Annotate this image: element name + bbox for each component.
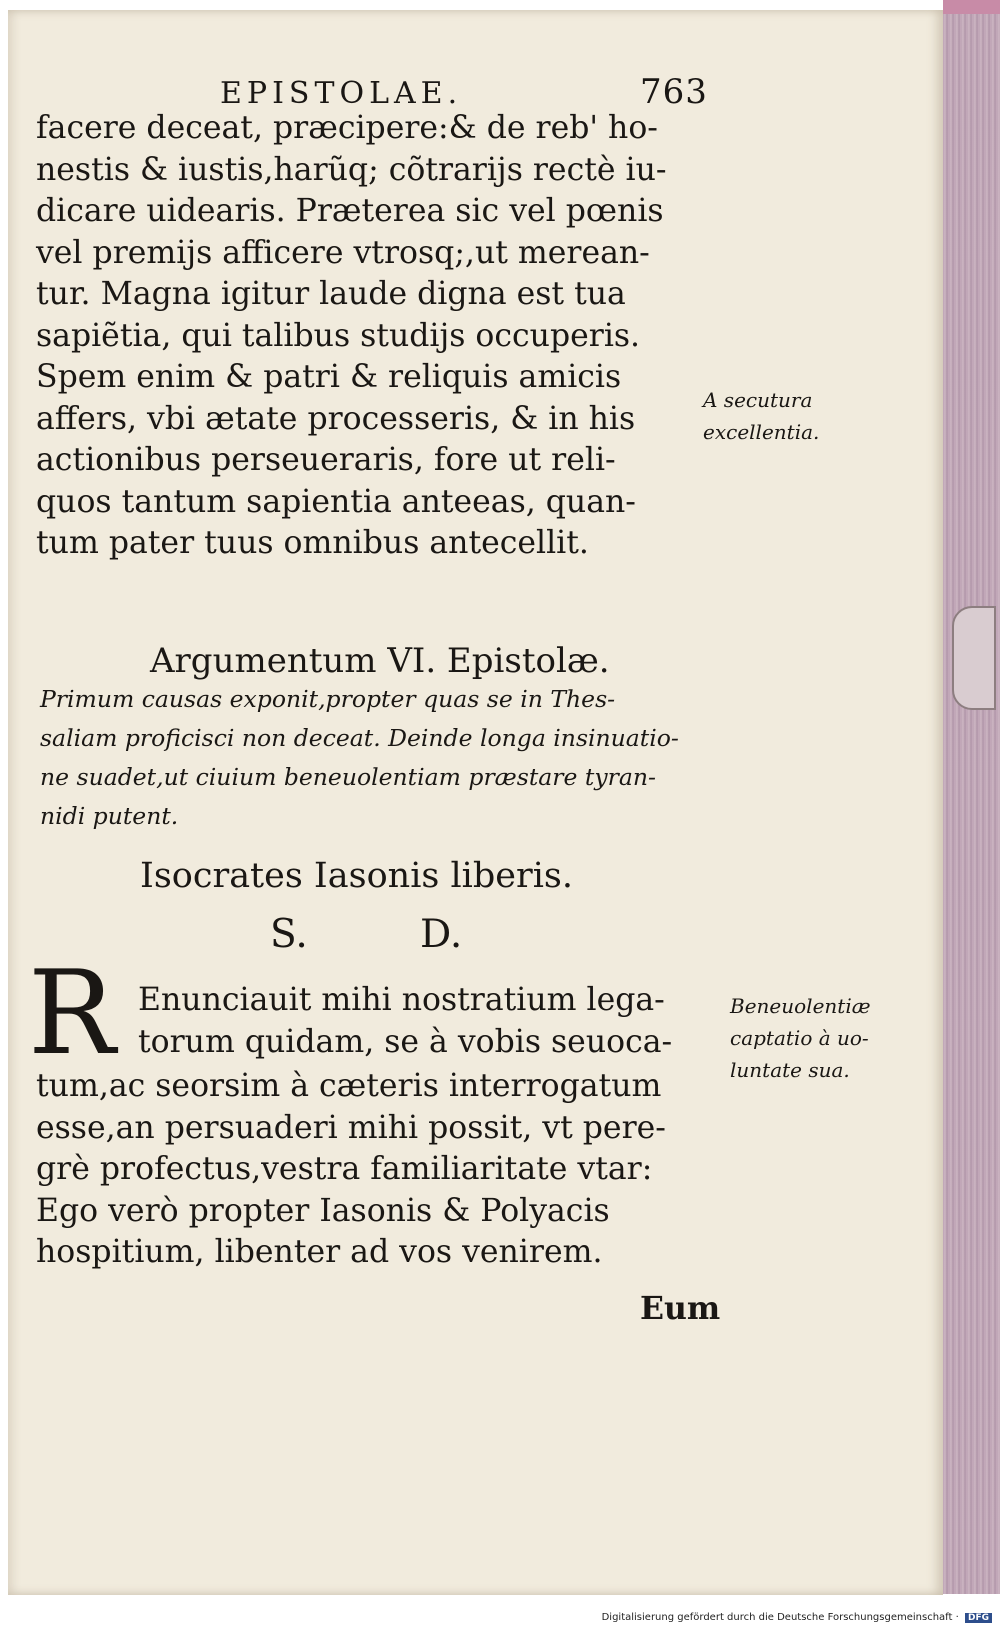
- marginal-note-line: excellentia.: [703, 420, 820, 444]
- body-paragraph-2-indented: [138, 980, 718, 1063]
- text-line: ne suadet,ut ciuium beneuolentiam præstare tyran-: [40, 763, 656, 791]
- text-line: actionibus perseueraris, fore ut reli-: [36, 442, 616, 478]
- text-line: hospitium, libenter ad vos venirem.: [36, 1234, 603, 1270]
- book-page-block-edge: [943, 14, 1000, 1594]
- text-line: Ego verò propter Iasonis & Polyacis: [36, 1192, 610, 1229]
- text-line: tum pater tuus omnibus antecellit.: [36, 525, 589, 561]
- running-head-title: EPISTOLAE.: [220, 76, 463, 111]
- argument-heading: Argumentum VI. Epistolæ.: [150, 641, 610, 681]
- book-clasp: [952, 606, 996, 710]
- marginal-note-line: luntate sua.: [730, 1058, 850, 1082]
- text-line: Enunciauit mihi nostratium lega-: [138, 982, 665, 1018]
- text-line: vel premijs afficere vtrosq;,ut merean-: [36, 234, 650, 271]
- text-line: quos tantum sapientia anteeas, quan-: [36, 483, 636, 520]
- dfg-logo: DFG: [965, 1613, 992, 1623]
- drop-capital: R: [28, 946, 116, 1081]
- text-line: sapiẽtia, qui talibus studijs occuperis.: [36, 317, 641, 354]
- text-line: Primum causas exponit,propter quas se in Thes-: [40, 685, 616, 713]
- salutation-d: D.: [420, 912, 463, 957]
- catchword: Eum: [640, 1290, 721, 1327]
- text-line: affers, vbi ætate processeris, & in his: [36, 400, 636, 437]
- marginal-note-2: [730, 990, 871, 1086]
- text-line: dicare uidearis. Præterea sic vel pœnis: [36, 193, 664, 229]
- text-line: grè profectus,vestra familiaritate vtar:: [36, 1151, 653, 1187]
- text-line: Spem enim & patri & reliquis amicis: [36, 359, 622, 395]
- text-line: torum quidam, se à vobis seuoca-: [138, 1023, 673, 1060]
- marginal-note-line: A secutura: [703, 388, 813, 412]
- text-line: facere deceat, præcipere:& de reb' ho-: [36, 110, 658, 146]
- text-line: esse,an persuaderi mihi possit, vt pere-: [36, 1109, 666, 1146]
- page-number: 763: [640, 72, 708, 112]
- text-line: nestis & iustis,harũq; cõtrarijs rectè iu-: [36, 151, 667, 188]
- marginal-note-line: Beneuolentiæ: [730, 994, 871, 1018]
- body-paragraph-1: [36, 108, 736, 565]
- text-line: saliam proficisci non deceat. Deinde longa insinuatio-: [40, 724, 679, 752]
- footer-text: Digitalisierung gefördert durch die Deutsche Forschungsgemeinschaft ·: [601, 1612, 959, 1623]
- text-line: tur. Magna igitur laude digna est tua: [36, 276, 626, 312]
- marginal-note-line: captatio à uo-: [730, 1026, 869, 1050]
- text-line: tum,ac seorsim à cæteris interrogatum: [36, 1068, 662, 1104]
- body-paragraph-2: [36, 1066, 736, 1274]
- salutation-s: S.: [270, 912, 308, 957]
- text-line: nidi putent.: [40, 802, 179, 830]
- marginal-note-1: [703, 384, 819, 448]
- letter-salutation-heading: Isocrates Iasonis liberis.: [140, 856, 573, 896]
- digitization-footer: [602, 1612, 992, 1623]
- argument-summary: [40, 680, 740, 836]
